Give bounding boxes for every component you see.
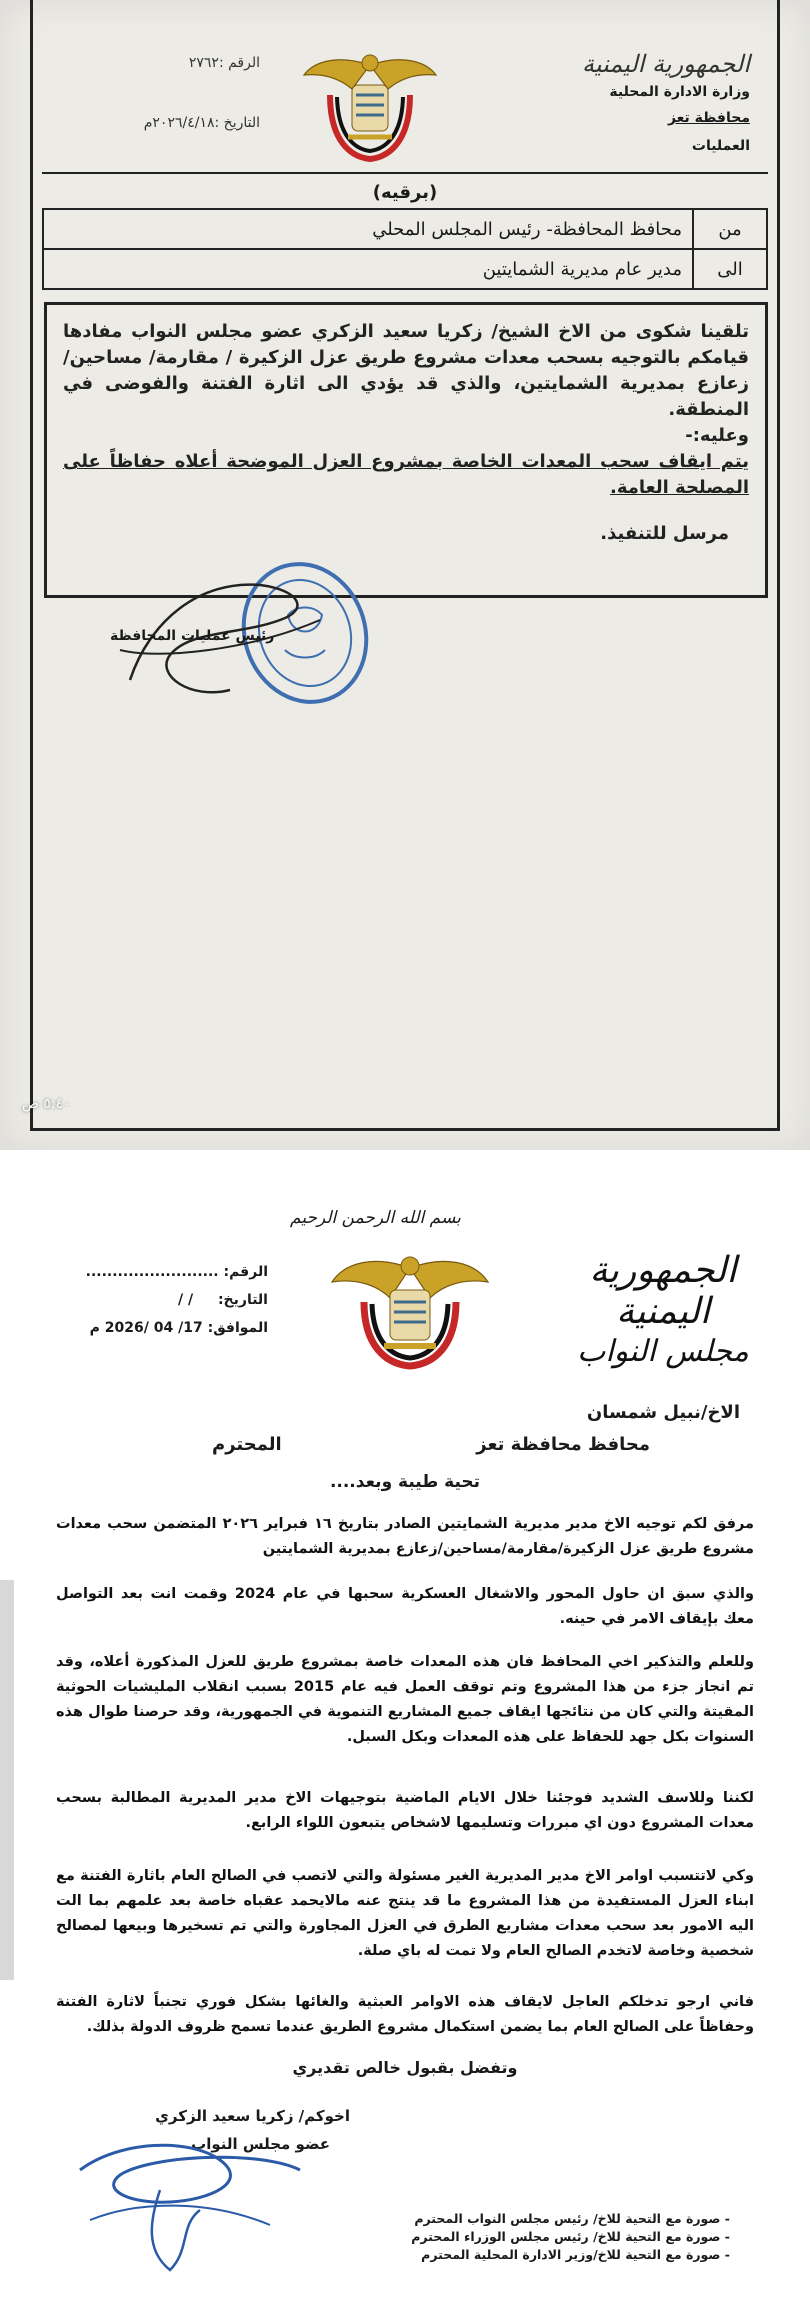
from-value: محافظ المحافظة- رئيس المجلس المحلي [43, 209, 693, 249]
paragraph-5: وكي لاتتسبب اوامر الاخ مدير المديرية الغير مسئولة والتي لاتصب في الصالح العام باثارة الفتنة مع ابناء العزل المستفيدة من هذا المشروع ما قد ينتج عنه مالايحمد عقباه خاصة بعد علمهم بما الت اليه الامور بعد سحب معدات مشاريع الطرق في العزل المجاورة والتي تم تسخيرها وبيعها لمصالح شخصية وخاصة لاتخدم الصالح العام ولا تمت له باي صلة. [56, 1868, 754, 1959]
memo-reference [110, 55, 260, 131]
corresponding-label: الموافق: [207, 1320, 268, 1336]
to-value: مدير عام مديرية الشمايتين [43, 249, 693, 289]
department-name: العمليات [691, 138, 750, 154]
screen-time: ٥:٤٠ ص [22, 1096, 71, 1112]
addressee-name: الاخ/نبيل شمسان [586, 1402, 740, 1423]
cc-list [411, 2210, 730, 2264]
memo-sent: مرسل للتنفيذ. [600, 523, 729, 544]
scan-frame-left [30, 0, 33, 1130]
memo-letterhead [550, 50, 750, 154]
council-name: مجلس النواب [577, 1334, 749, 1369]
from-to-table [42, 208, 768, 290]
paragraph-3: وللعلم والتذكير اخي المحافظ فان هذه المعدات خاصة بمشروع طريق للعزل المذكورة أعلاه، وقد تم انجاز جزء من هذا المشروع وتم توقف العمل فيه عام 2015 بسبب انقلاب المليشيات الحوثية المقيتة والتي كان من نتائجها ايقاف جميع المشاريع التنموية في الجمهورية، وقد حرصنا طوال هذه السنوات بكل جهد للحفاظ على هذه المعدات وبكل السبل. [56, 1654, 754, 1745]
memo-signer-title: رئيس عمليات المحافظة [110, 628, 275, 644]
paragraph-2: والذي سبق ان حاول المحور والاشغال العسكرية سحبها في عام 2024 وقمت انت بعد التواصل معك بإيقاف الامر في حينه. [56, 1586, 755, 1627]
memo-therefore: وعليه:- [685, 425, 749, 446]
number-label: الرقم: [223, 1264, 268, 1280]
ministry-name: وزارة الادارة المحلية [609, 84, 750, 100]
scan-frame-right [777, 0, 780, 1130]
paragraph-1: مرفق لكم توجيه الاخ مدير مديرية الشمايتين الصادر بتاريخ ١٦ فبراير ٢٠٢٦ المتضمن سحب معدات مشروع طريق عزل الزكيرة/مقارمة/مساحين/زعازع بمديرية الشمايتين [56, 1516, 754, 1557]
signer-name: اخوكم/ زكريا سعيد الزكري [155, 2107, 350, 2125]
addressee-title: محافظ محافظة تعز [476, 1434, 650, 1455]
respected-label: المحترم [212, 1434, 282, 1455]
closing: وتفضل بقبول خالص تقديري [292, 2058, 518, 2077]
number-row [68, 1258, 268, 1286]
governorate-name: محافظة تعز [667, 110, 750, 126]
number-value: ......................... [85, 1264, 219, 1280]
date-value: / / [177, 1292, 194, 1308]
parliament-signature-icon [60, 2130, 320, 2280]
letter-reference [68, 1258, 268, 1342]
corresponding-row [68, 1314, 268, 1342]
corresponding-value: 17/ 04 /2026 م [89, 1320, 203, 1336]
memo-order: يتم ايقاف سحب المعدات الخاصة بمشروع العزل الموضحة أعلاه حفاظاً على المصلحة العامة. [63, 451, 749, 498]
parliament-letter-page [0, 1190, 810, 2298]
paragraph-6: فاني ارجو تدخلكم العاجل لايقاف هذه الاوامر العبثية والغائها بشكل فوري تجنباً لاثارة الفتنة وحفاظاً على الصالح العام بما يضمن استكمال مشروع الطريق عندما تسمح ظروف الدولة بذلك. [56, 1994, 754, 2035]
memo-subject: (برقيه) [372, 182, 438, 203]
yemen-emblem-icon [300, 45, 440, 165]
memo-body [44, 302, 768, 598]
from-row [43, 209, 767, 249]
page-gap [0, 1150, 810, 1190]
cc-item: - صورة مع التحية للاخ/ رئيس مجلس الوزراء المحترم [411, 2228, 730, 2246]
from-label: من [693, 209, 767, 249]
memo-date: التاريخ :٢٠٢٦/٤/١٨م [143, 115, 260, 131]
memo-number: الرقم :٢٧٦٢ [188, 55, 260, 71]
signer-title: عضو مجلس النواب [191, 2135, 330, 2153]
greeting: تحية طيبة وبعد.... [329, 1472, 481, 1492]
paragraph-4: لكننا وللاسف الشديد فوجئنا خلال الايام الماضية بتوجيهات الاخ مدير المديرية المطالبة بسحب معدات المشروع دون اي مبررات وتسليمها لاشخاص يتبعون اللواء الرابع. [56, 1790, 754, 1831]
scan-frame-bottom [30, 1128, 780, 1131]
date-label: التاريخ: [217, 1292, 268, 1308]
memo-body-text: تلقينا شكوى من الاخ الشيخ/ زكريا سعيد الزكري عضو مجلس النواب مفادها قيامكم بالتوجيه بسحب معدات مشروع طريق عزل الزكيرة / مقارمة/ مساحين/ زعازع بمديرية الشمايتين، والذي قد يؤدي الى اثارة الفتنة والفوضى في المنطقة. [63, 321, 749, 420]
scan-edge-strip [0, 1580, 14, 1980]
republic-title: الجمهورية اليمنية [589, 1250, 737, 1332]
header-divider [42, 172, 768, 174]
cc-item: - صورة مع التحية للاخ/ رئيس مجلس النواب المحترم [411, 2210, 730, 2228]
parliament-letterhead [538, 1250, 788, 1369]
to-label: الى [693, 249, 767, 289]
to-row [43, 249, 767, 289]
basmala: بسم الله الرحمن الرحيم [290, 1208, 461, 1228]
republic-title: الجمهورية اليمنية [581, 50, 750, 78]
date-row [68, 1286, 268, 1314]
cc-item: - صورة مع التحية للاخ/وزير الادارة المحلية المحترم [411, 2246, 730, 2264]
yemen-emblem-icon [330, 1250, 490, 1370]
